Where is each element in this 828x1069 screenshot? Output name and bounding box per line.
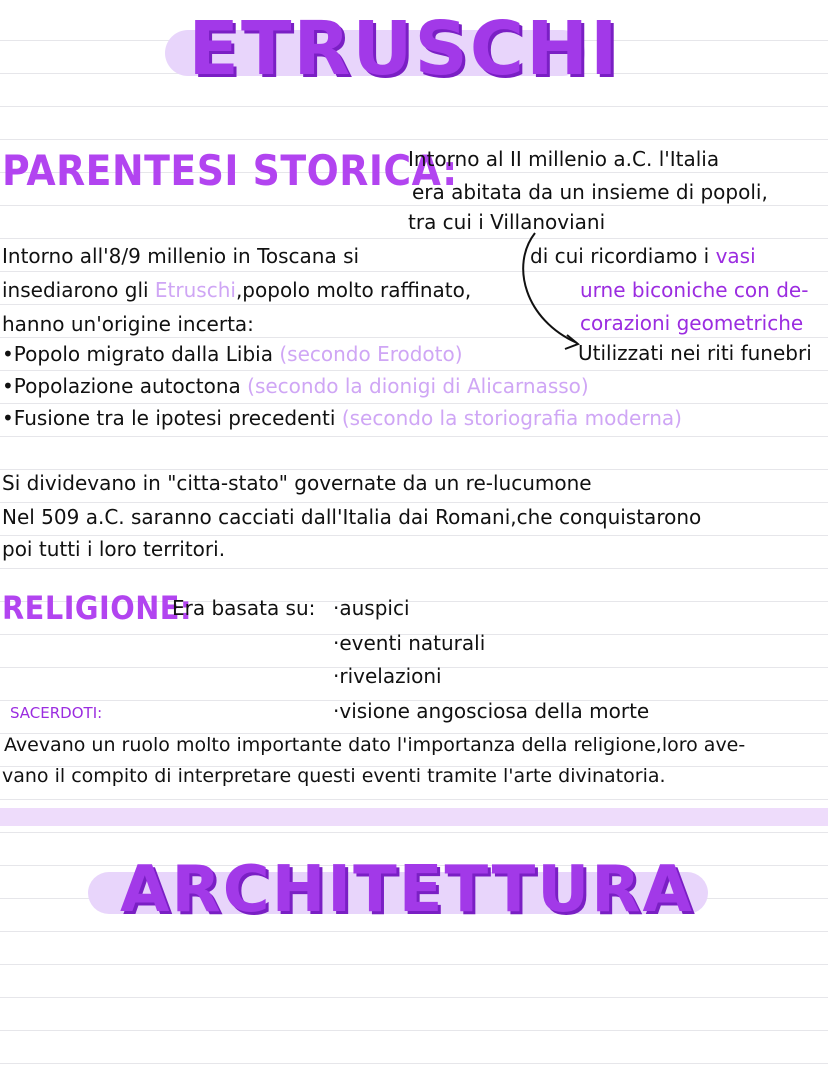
- bullet-text: Fusione tra le ipotesi precedenti: [13, 406, 336, 430]
- side-note-line-3: corazioni geometriche: [580, 311, 804, 335]
- bullet-note: (secondo la dionigi di Alicarnasso): [247, 374, 589, 398]
- bullet-item: [2, 343, 463, 365]
- side-note-line-4: Utilizzati nei riti funebri: [578, 341, 812, 365]
- bullet-dot-icon: ·: [333, 596, 340, 620]
- side-note-line-2: urne biconiche con de-: [580, 278, 809, 302]
- bullet-dot-icon: •: [2, 342, 14, 366]
- bullet-dot-icon: ·: [333, 664, 340, 688]
- section-heading-religion: RELIGIONE:: [2, 589, 192, 627]
- etruschi-highlight: Etruschi: [154, 278, 236, 302]
- title-block: [0, 4, 828, 94]
- priests-line-1: Avevano un ruolo molto importante dato l'importanza della religione,loro ave-: [4, 734, 746, 756]
- side-note-highlight-1: vasi: [715, 244, 756, 268]
- religion-item-text: rivelazioni: [339, 664, 442, 688]
- bullet-item: [2, 375, 589, 397]
- religion-item-text: eventi naturali: [339, 631, 486, 655]
- section-title-architecture: ARCHITETTURA: [119, 853, 695, 927]
- religion-item-text: auspici: [339, 596, 410, 620]
- left-line-2-pre: insediarono gli: [2, 278, 155, 302]
- bullet-dot-icon: ·: [333, 631, 340, 655]
- history-right-line-2: era abitata da un insieme di popoli,: [412, 180, 768, 204]
- bullet-dot-icon: •: [2, 406, 14, 430]
- curved-arrow-icon: [515, 225, 605, 355]
- side-note-prefix: di cui ricordiamo i: [530, 244, 716, 268]
- religion-item: [333, 700, 649, 722]
- history-right-line-3: tra cui i Villanoviani: [408, 210, 606, 234]
- history-left-line-1: Intorno all'8/9 millenio in Toscana si: [2, 244, 360, 268]
- bullet-dot-icon: ·: [333, 699, 340, 723]
- bullet-item: [2, 407, 682, 429]
- paragraph-line-3: poi tutti i loro territori.: [2, 537, 226, 561]
- history-left-line-3: hanno un'origine incerta:: [2, 312, 254, 336]
- history-right-line-1: Intorno al II millenio a.C. l'Italia: [408, 147, 720, 171]
- left-line-2-post: ,popolo molto raffinato,: [235, 278, 472, 302]
- religion-item: [333, 632, 485, 654]
- bullet-text: Popolo migrato dalla Libia: [13, 342, 273, 366]
- religion-intro: Era basata su:: [172, 596, 316, 620]
- bullet-text: Popolazione autoctona: [13, 374, 241, 398]
- paragraph-line-1: Si dividevano in "citta-stato" governate da un re-lucumone: [2, 471, 592, 495]
- paragraph-line-2: Nel 509 a.C. saranno cacciati dall'Italia dai Romani,che conquistarono: [2, 505, 702, 529]
- priests-line-2: vano il compito di interpretare questi eventi tramite l'arte divinatoria.: [2, 765, 666, 787]
- section-divider: [0, 808, 828, 826]
- religion-item: [333, 597, 410, 619]
- title2-block: [0, 848, 828, 932]
- bullet-dot-icon: •: [2, 374, 14, 398]
- priests-label: SACERDOTI:: [10, 704, 103, 722]
- religion-item-text: visione angosciosa della morte: [339, 699, 650, 723]
- religion-item: [333, 665, 442, 687]
- section-heading-history: PARENTESI STORICA:: [2, 146, 458, 195]
- history-left-line-2: [2, 279, 471, 301]
- bullet-note: (secondo la storiografia moderna): [341, 406, 682, 430]
- page-title: ETRUSCHI: [188, 6, 620, 92]
- bullet-note: (secondo Erodoto): [279, 342, 463, 366]
